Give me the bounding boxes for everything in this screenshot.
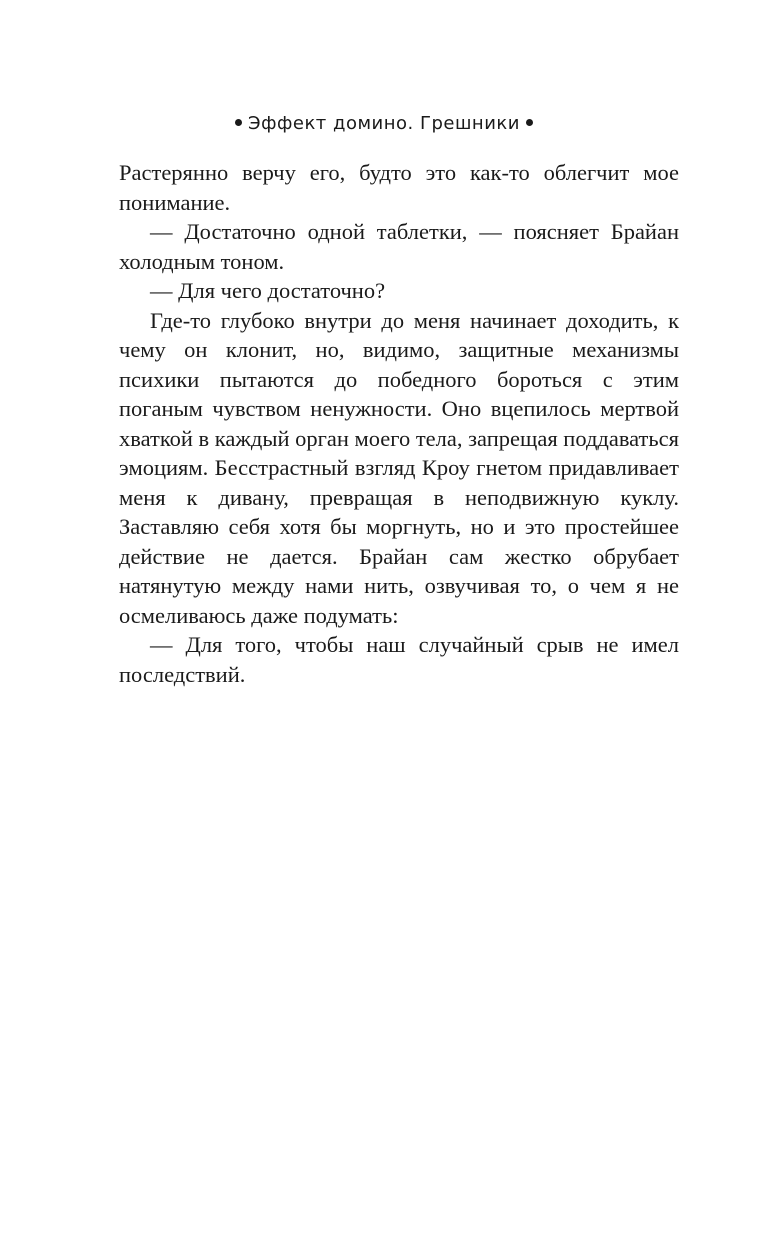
running-header <box>0 112 768 136</box>
bullet-right <box>526 119 533 126</box>
bullet-left <box>235 119 242 126</box>
book-title: Эффект домино. Грешники <box>248 113 520 134</box>
paragraph-4: Где-то глубоко внутри до меня начинает доходить, к чему он клонит, но, видимо, защитные механизмы психики пытаются до победного бороться с этим поганым чувством ненужности. Оно вцепилось мертвой хваткой в каждый орган моего тела, запрещая поддаваться эмоциям. Бесстрастный взгляд Кроу гнетом придавливает меня к дивану, превращая в неподвижную куклу. Заставляю себя хотя бы моргнуть, но и это простейшее действие не дается. Брайан сам жестко обрубает натянутую между нами нить, озвучивая то, о чем я не осмеливаюсь даже подумать: <box>119 307 679 628</box>
paragraph-1: Растерянно верчу его, будто это как-то облегчит мое понимание. <box>119 160 679 215</box>
paragraph-3: — Для чего достаточно? <box>150 278 386 303</box>
page-body <box>119 158 679 689</box>
paragraph-2: — Достаточно одной таблетки, — поясняет Брайан холодным тоном. <box>119 219 679 274</box>
paragraph-5: — Для того, чтобы наш случайный срыв не имел последствий. <box>119 632 679 687</box>
